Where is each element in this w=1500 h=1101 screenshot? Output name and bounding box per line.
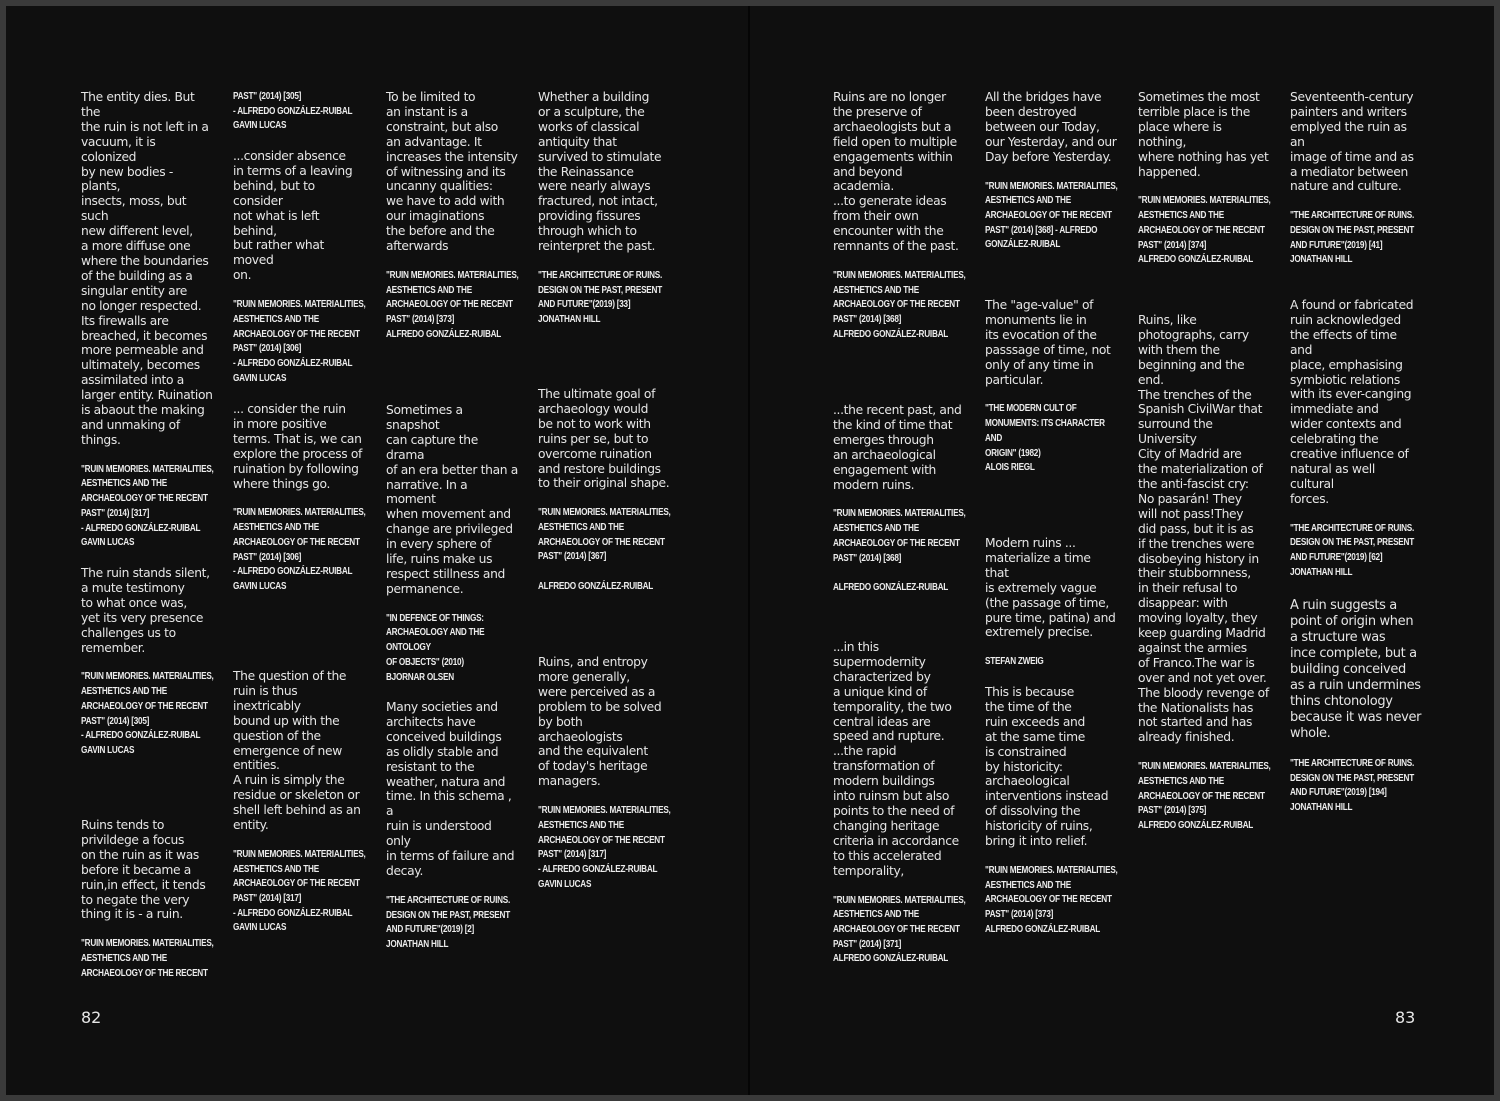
quote-block bbox=[233, 669, 365, 936]
citation: "RUIN MEMORIES. MATERIALITIES, AESTHETICS AND THE ARCHAEOLOGY OF THE RECENT PAST" (2014) [305] - ALFREDO GONZÁLEZ-RUIBAL GAVIN LUCAS bbox=[81, 671, 214, 756]
citation: "THE ARCHITECTURE OF RUINS. DESIGN ON THE PAST, PRESENT AND FUTURE"(2019) [33] JONATHAN HILL bbox=[538, 269, 663, 326]
quote-text: ...the recent past, and the kind of time that emerges through an archaeological engagement with modern ruins. bbox=[833, 403, 962, 492]
quote-block bbox=[386, 90, 518, 342]
quote-block bbox=[1290, 90, 1422, 268]
page-number: 82 bbox=[81, 1008, 102, 1027]
quote-block bbox=[81, 818, 213, 981]
quote-block bbox=[985, 90, 1117, 253]
quote-block bbox=[833, 403, 965, 596]
citation: "RUIN MEMORIES. MATERIALITIES, AESTHETICS AND THE ARCHAEOLOGY OF THE RECENT PAST" (2014) [374] ALFREDO GONZÁLEZ-RUIBAL bbox=[1138, 195, 1271, 266]
quote-block bbox=[1290, 298, 1422, 581]
quote-block bbox=[1138, 90, 1270, 268]
quote-block bbox=[538, 90, 670, 328]
citation: "RUIN MEMORIES. MATERIALITIES, AESTHETICS AND THE ARCHAEOLOGY OF THE RECENT PAST" (2014) [317] - ALFREDO GONZÁLEZ-RUIBAL GAVIN LUCAS bbox=[538, 805, 671, 890]
citation: "THE MODERN CULT OF MONUMENTS: ITS CHARACTER AND ORIGIN" (1982) ALOIS RIEGL bbox=[985, 403, 1105, 474]
quote-text: Ruins, and entropy more generally, were perceived as a problem to be solved by both archaeologists and the equivalent of today's heritage managers. bbox=[538, 655, 662, 789]
quote-text: Sometimes a snapshot can capture the drama of an era better than a narrative. In a moment when movement and change are privileged in every sphere of life, ruins make us respect stillness and permanence. bbox=[386, 403, 518, 596]
quote-text: This is because the time of the ruin exceeds and at the same time is constrained by historicity: archaeological interventions instead of dissolving the historicity of ruins, bring it into relief. bbox=[985, 685, 1109, 849]
citation: "RUIN MEMORIES. MATERIALITIES, AESTHETICS AND THE ARCHAEOLOGY OF THE RECENT PAST" (2014) [368] ALFREDO GONZÁLEZ-RUIBAL bbox=[833, 269, 966, 340]
citation: STEFAN ZWEIG bbox=[985, 656, 1044, 668]
citation: "RUIN MEMORIES. MATERIALITIES, AESTHETICS AND THE ARCHAEOLOGY OF THE RECENT PAST" (2014) [306] - ALFREDO GONZÁLEZ-RUIBAL GAVIN LUCAS bbox=[233, 299, 366, 384]
quote-text: Ruins tends to privildege a focus on the ruin as it was before it became a ruin,in effect, it tends to negate the very thing it is - a ruin. bbox=[81, 818, 206, 922]
quote-text: Modern ruins ... materialize a time that is extremely vague (the passage of time, pure time, patina) and extremely precise. bbox=[985, 536, 1116, 640]
citation: "RUIN MEMORIES. MATERIALITIES, AESTHETICS AND THE ARCHAEOLOGY OF THE RECENT PAST" (2014) [375] ALFREDO GONZÁLEZ-RUIBAL bbox=[1138, 761, 1271, 832]
quote-block bbox=[1138, 313, 1270, 834]
quote-block bbox=[81, 90, 213, 551]
quote-text: ...consider absence in terms of a leaving behind, but to consider not what is left behind, but rather what moved on. bbox=[233, 149, 353, 283]
citation: "RUIN MEMORIES. MATERIALITIES, AESTHETICS AND THE ARCHAEOLOGY OF THE RECENT PAST" (2014) [373] ALFREDO GONZÁLEZ-RUIBAL bbox=[985, 864, 1118, 935]
citation: "THE ARCHITECTURE OF RUINS. DESIGN ON THE PAST, PRESENT AND FUTURE"(2019) [194] JONATHAN HILL bbox=[1290, 758, 1415, 814]
quote-block bbox=[833, 90, 965, 342]
quote-block bbox=[233, 149, 365, 386]
citation: "THE ARCHITECTURE OF RUINS. DESIGN ON THE PAST, PRESENT AND FUTURE"(2019) [2] JONATHAN HILL bbox=[386, 894, 511, 950]
quote-block bbox=[833, 640, 965, 967]
citation: "RUIN MEMORIES. MATERIALITIES, AESTHETICS AND THE ARCHAEOLOGY OF THE RECENT PAST" (2014) [371] ALFREDO GONZÁLEZ-RUIBAL bbox=[833, 894, 966, 965]
quote-text: Sometimes the most terrible place is the place where is nothing, where nothing has yet happened. bbox=[1138, 90, 1269, 179]
quote-text: A ruin suggests a point of origin when a structure was ince complete, but a building conceived as a ruin undermines thins chtonology because it was never whole. bbox=[1290, 598, 1422, 741]
quote-text: The ultimate goal of archaeology would be not to work with ruins per se, but to overcome ruination and restore buildings to their original shape. bbox=[538, 387, 670, 491]
citation: "RUIN MEMORIES. MATERIALITIES, AESTHETICS AND THE ARCHAEOLOGY OF THE RECENT bbox=[81, 938, 214, 979]
quote-text: Many societies and architects have conceived buildings as olidly stable and resistant to the weather, natura and time. In this schema , a ruin is understood only in terms of failure and decay. bbox=[386, 700, 515, 878]
citation: "RUIN MEMORIES. MATERIALITIES, AESTHETICS AND THE ARCHAEOLOGY OF THE RECENT PAST" (2014) [368] - ALFREDO GONZÁLEZ-RUIBAL bbox=[985, 180, 1118, 251]
quote-text: Whether a building or a sculpture, the works of classical antiquity that survived to stimulate the Reinassance were nearly always fractured, not intact, providing fissures through which to reinterpret the past. bbox=[538, 90, 662, 254]
quote-block bbox=[985, 685, 1117, 937]
page-number: 83 bbox=[1395, 1008, 1416, 1027]
citation: PAST" (2014) [305] - ALFREDO GONZÁLEZ-RUIBAL GAVIN LUCAS bbox=[233, 91, 353, 132]
quote-block bbox=[538, 655, 670, 892]
citation: "RUIN MEMORIES. MATERIALITIES, AESTHETICS AND THE ARCHAEOLOGY OF THE RECENT PAST" (2014) [317] - ALFREDO GONZÁLEZ-RUIBAL GAVIN LUCAS bbox=[81, 463, 214, 549]
quote-block bbox=[233, 402, 365, 595]
quote-text: The question of the ruin is thus inextricably bound up with the question of the emergence of new entities. A ruin is simply the residue or skeleton or shell left behind as an entity. bbox=[233, 669, 361, 833]
quote-block bbox=[985, 536, 1117, 670]
quote-block bbox=[386, 700, 518, 953]
quote-text: A found or fabricated ruin acknowledged the effects of time and place, emphasising symbiotic relations with its ever-canging immediate and wider contexts and celebrating the creative influence of natural as well cultural forces. bbox=[1290, 298, 1414, 506]
citation: "RUIN MEMORIES. MATERIALITIES, AESTHETICS AND THE ARCHAEOLOGY OF THE RECENT PAST" (2014) [317] - ALFREDO GONZÁLEZ-RUIBAL GAVIN LUCAS bbox=[233, 848, 366, 934]
quote-block bbox=[1290, 598, 1422, 816]
quote-text: To be limited to an instant is a constraint, but also an advantage. It increases the intensity of witnessing and its uncanny qualities: we have to add with our imaginations the before and the afterwards bbox=[386, 90, 518, 254]
citation: "THE ARCHITECTURE OF RUINS. DESIGN ON THE PAST, PRESENT AND FUTURE"(2019) [41] JONATHAN HILL bbox=[1290, 210, 1415, 266]
quote-text: Ruins, like photographs, carry with them the beginning and the end. The trenches of the Spanish CivilWar that surround the University City of Madrid are the materialization of the anti-fascist cry: No pasarán! They will not pass!They did pass, but it is as if the trenches were disobeying history in their stubbornness, in their refusal to disappear: with moving loyalty, they keep guarding Madrid against the armies of Franco.The war is over and not yet over. The bloody revenge of the Nationalists has not started and has already finished. bbox=[1138, 313, 1269, 745]
quote-text: The entity dies. But the the ruin is not left in a vacuum, it is colonized by new bodies - plants, insects, moss, but such new different level, a more diffuse one where the boundaries of the building as a singular entity are no longer respected. Its firewalls are breached, it becomes more permeable and ultimately, becomes assimilated into a larger entity. Ruination is abaout the making and unmaking of things. bbox=[81, 90, 213, 447]
citation: "RUIN MEMORIES. MATERIALITIES, AESTHETICS AND THE ARCHAEOLOGY OF THE RECENT PAST" (2014) [306] - ALFREDO GONZÁLEZ-RUIBAL GAVIN LUCAS bbox=[233, 507, 366, 592]
quote-text: All the bridges have been destroyed between our Today, our Yesterday, and our Day before Yesterday. bbox=[985, 90, 1117, 164]
citation-continued bbox=[233, 90, 365, 134]
right-page bbox=[750, 6, 1494, 1095]
quote-text: ... consider the ruin in more positive terms. That is, we can explore the process of ruination by following where things go. bbox=[233, 402, 363, 491]
left-page bbox=[6, 6, 750, 1095]
quote-text: ...in this supermodernity characterized by a unique kind of temporality, the two central ideas are speed and rupture. ...the rapid transformation of modern buildings into ruinsm but also points to the need of changing heritage criteria in accordance to this accelerated temporality, bbox=[833, 640, 959, 878]
quote-text: Ruins are no longer the preserve of archaeologists but a field open to multiple engagements within and beyond academia. ...to generate ideas from their own encounter with the remnants of the past. bbox=[833, 90, 959, 254]
citation: "RUIN MEMORIES. MATERIALITIES, AESTHETICS AND THE ARCHAEOLOGY OF THE RECENT PAST" (2014) [367] ALFREDO GONZÁLEZ-RUIBAL bbox=[538, 507, 671, 592]
quote-block bbox=[985, 298, 1117, 476]
citation: "THE ARCHITECTURE OF RUINS. DESIGN ON THE PAST, PRESENT AND FUTURE"(2019) [62] JONATHAN HILL bbox=[1290, 522, 1415, 578]
citation: "RUIN MEMORIES. MATERIALITIES, AESTHETICS AND THE ARCHAEOLOGY OF THE RECENT PAST" (2014) [368] ALFREDO GONZÁLEZ-RUIBAL bbox=[833, 508, 966, 593]
quote-text: The "age-value" of monuments lie in its evocation of the passsage of time, not only of any time in particular. bbox=[985, 298, 1111, 387]
quote-text: Seventeenth-century painters and writers emplyed the ruin as an image of time and as a mediator between nature and culture. bbox=[1290, 90, 1414, 194]
quote-block bbox=[538, 387, 670, 595]
quote-text: The ruin stands silent, a mute testimony to what once was, yet its very presence challenges us to remember. bbox=[81, 566, 210, 655]
quote-block bbox=[81, 566, 213, 759]
citation: "RUIN MEMORIES. MATERIALITIES, AESTHETICS AND THE ARCHAEOLOGY OF THE RECENT PAST" (2014) [373] ALFREDO GONZÁLEZ-RUIBAL bbox=[386, 269, 519, 340]
quote-block bbox=[386, 403, 518, 685]
citation: "IN DEFENCE OF THINGS: ARCHAEOLOGY AND THE ONTOLOGY OF OBJECTS" (2010) BJORNAR OLSEN bbox=[386, 612, 485, 683]
